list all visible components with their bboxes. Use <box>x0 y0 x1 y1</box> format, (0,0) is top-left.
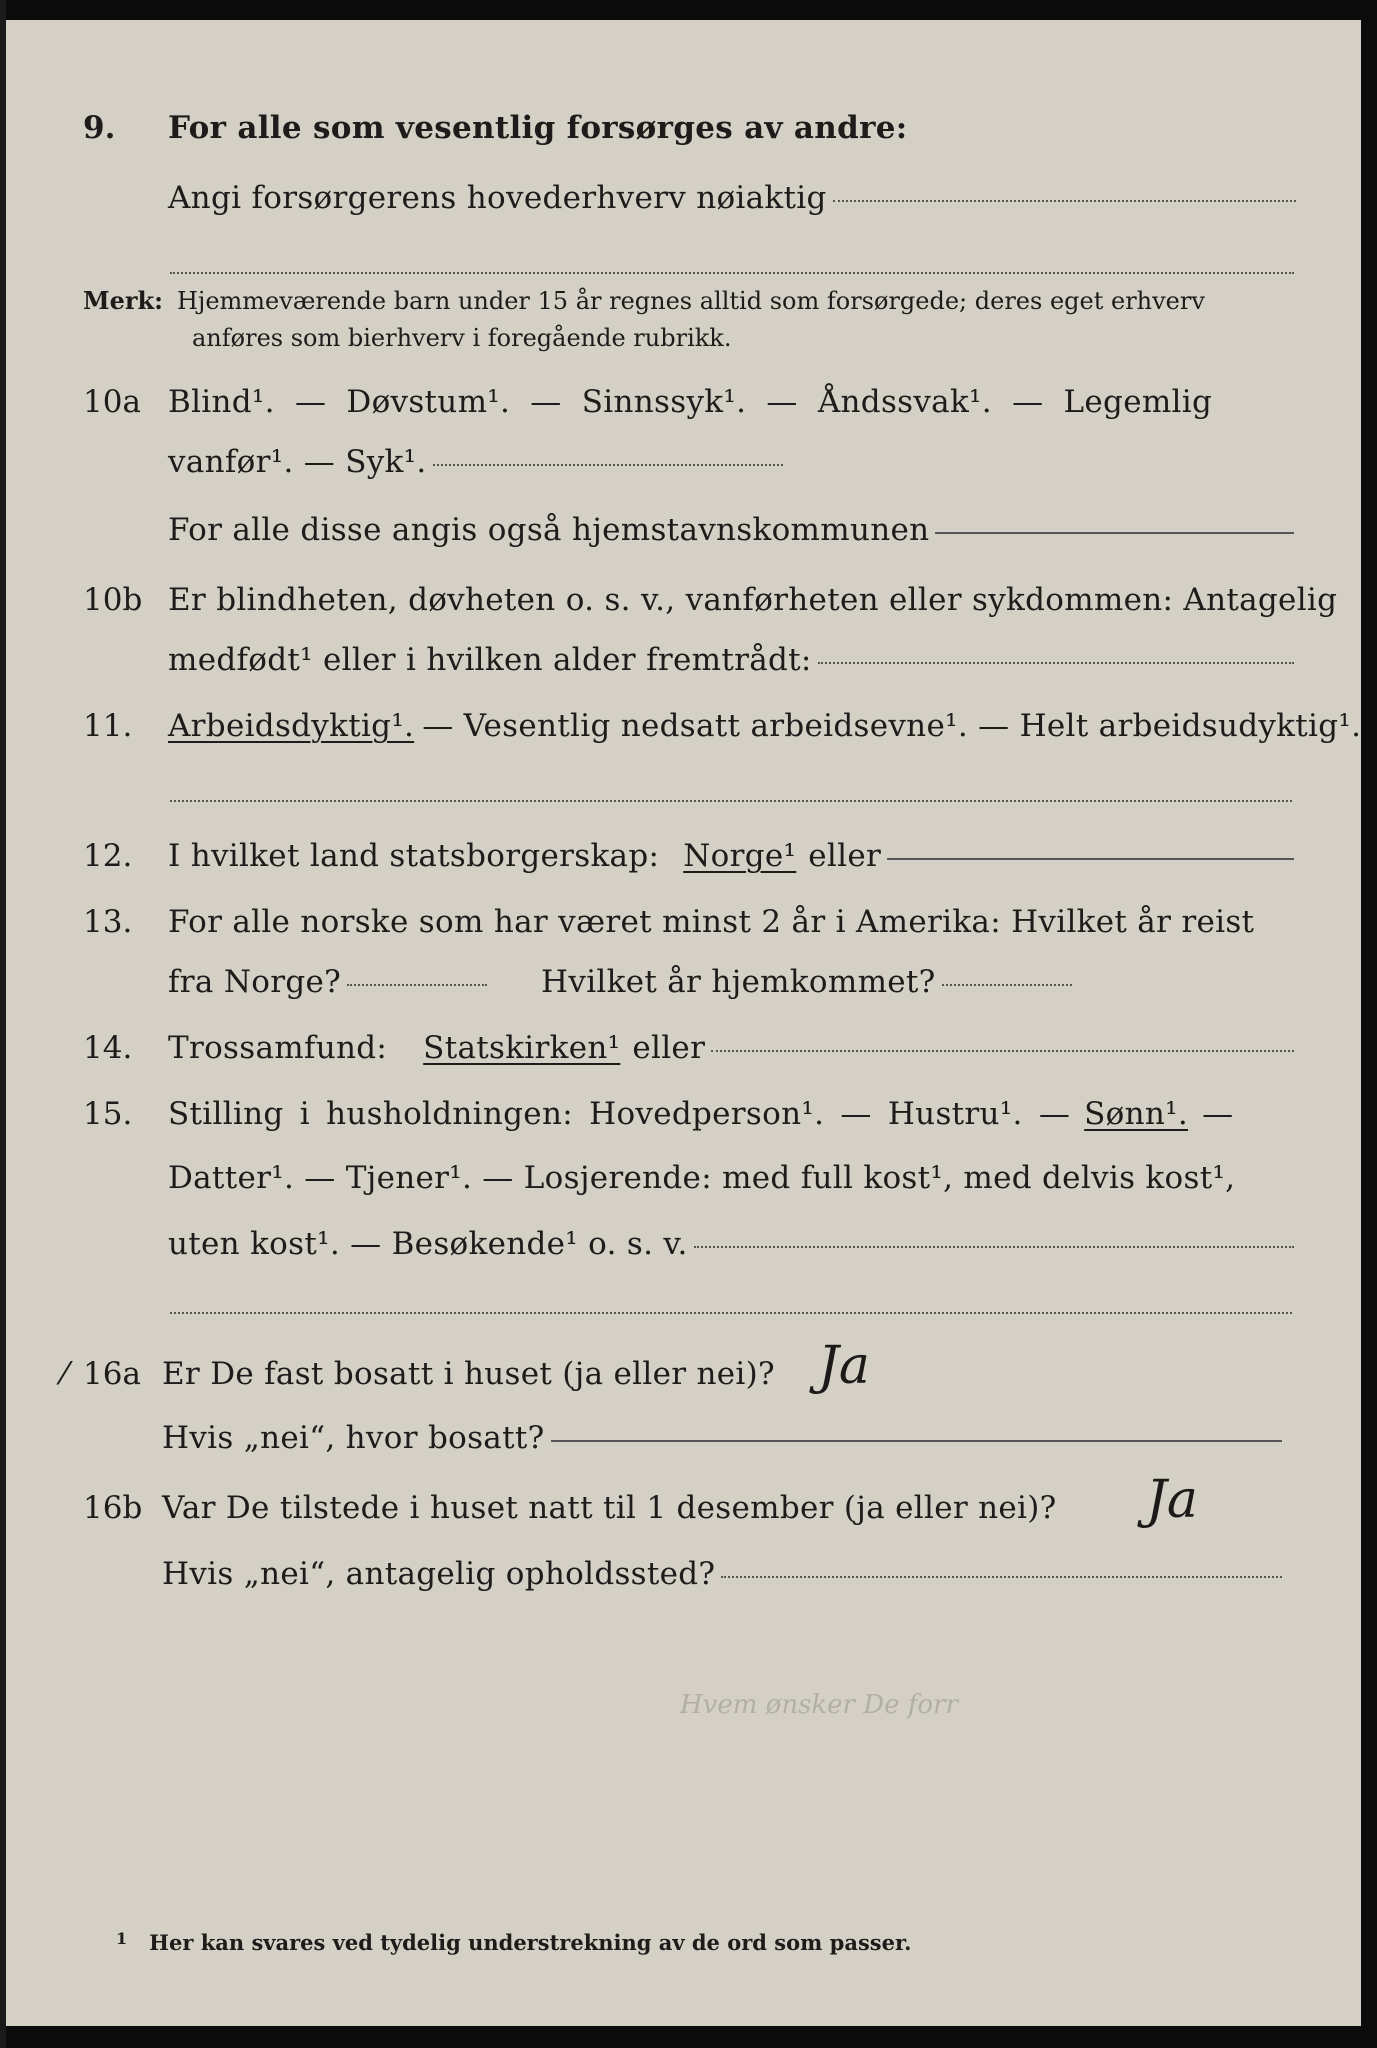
q9-answer-line[interactable] <box>833 200 1296 202</box>
q9-number: 9. <box>83 110 116 146</box>
q10b-line2-row <box>168 642 1294 678</box>
merk-line1: Hjemmeværende barn under 15 år regnes alltid som forsørgede; deres eget erhverv <box>176 287 1205 315</box>
q11-number: 11. <box>83 708 133 744</box>
q13-reist-prompt: fra Norge? <box>168 964 342 1000</box>
q15-number: 15. <box>83 1096 133 1132</box>
q12-answer-line[interactable] <box>887 858 1294 860</box>
q11-rest: — Vesentlig nedsatt arbeidsevne¹. — Helt arbeidsudyktig¹. <box>422 708 1362 744</box>
q15-line3-row <box>168 1226 1294 1262</box>
q16a-handwritten-answer[interactable]: Ja <box>818 1336 870 1396</box>
q15-line3: uten kost¹. — Besøkende¹ o. s. v. <box>168 1226 688 1262</box>
q15-line2-row <box>168 1160 1235 1196</box>
q13-line2-row <box>168 964 1072 1000</box>
q16b-line1-row <box>162 1490 1057 1526</box>
q15-answer-line[interactable] <box>694 1246 1294 1248</box>
q10a-line2-row <box>168 444 783 480</box>
q10b-line1: Er blindheten, døvheten o. s. v., vanførheten eller sykdommen: Antagelig <box>168 582 1338 618</box>
bleed-through-text: Hvem ønsker De forr <box>680 1690 958 1720</box>
q12-option-norge[interactable]: Norge¹ <box>683 838 797 874</box>
q9-heading: For alle som vesentlig forsørges av andre: <box>168 110 908 146</box>
q15-option-sonn[interactable]: Sønn¹. <box>1084 1096 1189 1132</box>
q16b-prompt: Var De tilstede i huset natt til 1 desember (ja eller nei)? <box>162 1490 1057 1526</box>
q15-line1: Stilling i husholdningen: Hovedperson¹. — Hustru¹. — <box>168 1096 1071 1132</box>
q16b-opholdssted-prompt: Hvis „nei“, antagelig opholdssted? <box>162 1556 716 1592</box>
q9-answer-line-2[interactable] <box>170 272 1294 274</box>
q16a-tick-mark: ⁄ <box>62 1356 68 1392</box>
q10a-line1: Blind¹. — Døvstum¹. — Sinnssyk¹. — Åndssvak¹. — Legemlig <box>168 384 1213 420</box>
q16a-prompt: Er De fast bosatt i huset (ja eller nei)? <box>162 1356 775 1392</box>
q13-hjemkommet-prompt: Hvilket år hjemkommet? <box>541 964 936 1000</box>
q14-row <box>168 1030 1294 1066</box>
scan-border-right <box>1361 0 1377 2048</box>
q14-eller: eller <box>632 1030 706 1066</box>
q9-prompt-row <box>168 180 1296 216</box>
q11-answer-line[interactable] <box>170 800 1292 802</box>
scan-border-left <box>0 0 6 2048</box>
q12-eller: eller <box>808 838 882 874</box>
q14-option-statskirken[interactable]: Statskirken¹ <box>423 1030 621 1066</box>
footnote-text: Her kan svares ved tydelig understrekning av de ord som passer. <box>149 1930 912 1955</box>
q9-heading-row <box>168 110 1288 146</box>
q15-line2: Datter¹. — Tjener¹. — Losjerende: med full kost¹, med delvis kost¹, <box>168 1160 1236 1196</box>
q16b-number: 16b <box>83 1490 143 1526</box>
q16a-bosatt-prompt: Hvis „nei“, hvor bosatt? <box>162 1420 545 1456</box>
q13-number: 13. <box>83 904 133 940</box>
q13-reist-line[interactable] <box>347 984 487 986</box>
footnote-mark: 1 <box>116 1929 128 1948</box>
q10a-line2: vanfør¹. — Syk¹. <box>168 444 427 480</box>
q12-number: 12. <box>83 838 133 874</box>
q16b-handwritten-answer[interactable]: Ja <box>1146 1470 1198 1530</box>
q15-line1-row <box>168 1096 1233 1132</box>
q16a-line1-row <box>162 1356 775 1392</box>
q16b-opholdssted-line[interactable] <box>721 1576 1282 1578</box>
q10a-line3: For alle disse angis også hjemstavnskommunen <box>168 512 930 548</box>
q10b-answer-line[interactable] <box>818 662 1294 664</box>
q10a-number: 10a <box>83 384 141 420</box>
q10a-kommune-line[interactable] <box>935 532 1294 534</box>
q13-line1-row <box>168 904 1254 940</box>
q10a-syk-line[interactable] <box>433 464 783 466</box>
q14-prompt: Trossamfund: <box>168 1030 388 1066</box>
q15-answer-line-2[interactable] <box>170 1312 1292 1314</box>
q14-answer-line[interactable] <box>711 1050 1294 1052</box>
q16b-line2-row <box>162 1556 1282 1592</box>
q11-row <box>168 708 1361 744</box>
q16a-line2-row <box>162 1420 1282 1456</box>
merk-row-2 <box>192 324 731 352</box>
merk-label: Merk: <box>83 286 163 315</box>
footnote <box>116 1930 911 1955</box>
q10b-number: 10b <box>83 582 143 618</box>
q10a-line3-row <box>168 512 1294 548</box>
scan-border-bottom <box>0 2026 1377 2048</box>
q9-prompt: Angi forsørgerens hovederhverv nøiaktig <box>168 180 827 216</box>
q16a-number: 16a <box>83 1356 141 1392</box>
merk-row <box>83 286 1205 315</box>
merk-line2: anføres som bierhverv i foregående rubrikk. <box>192 324 732 352</box>
q13-hjemkommet-line[interactable] <box>942 984 1072 986</box>
scan-border-top <box>0 0 1377 20</box>
q10b-line2: medfødt¹ eller i hvilken alder fremtrådt: <box>168 642 812 678</box>
q13-line1: For alle norske som har været minst 2 år i Amerika: Hvilket år reist <box>168 904 1255 940</box>
q11-option-arbeidsdyktig[interactable]: Arbeidsdyktig¹. <box>168 708 415 744</box>
q15-dash: — <box>1202 1096 1234 1132</box>
q10b-line1-row <box>168 582 1337 618</box>
q10a-line1-row <box>168 384 1212 420</box>
q12-row <box>168 838 1294 874</box>
q16a-bosatt-line[interactable] <box>551 1440 1282 1442</box>
q12-prompt: I hvilket land statsborgerskap: <box>168 838 660 874</box>
q14-number: 14. <box>83 1030 133 1066</box>
